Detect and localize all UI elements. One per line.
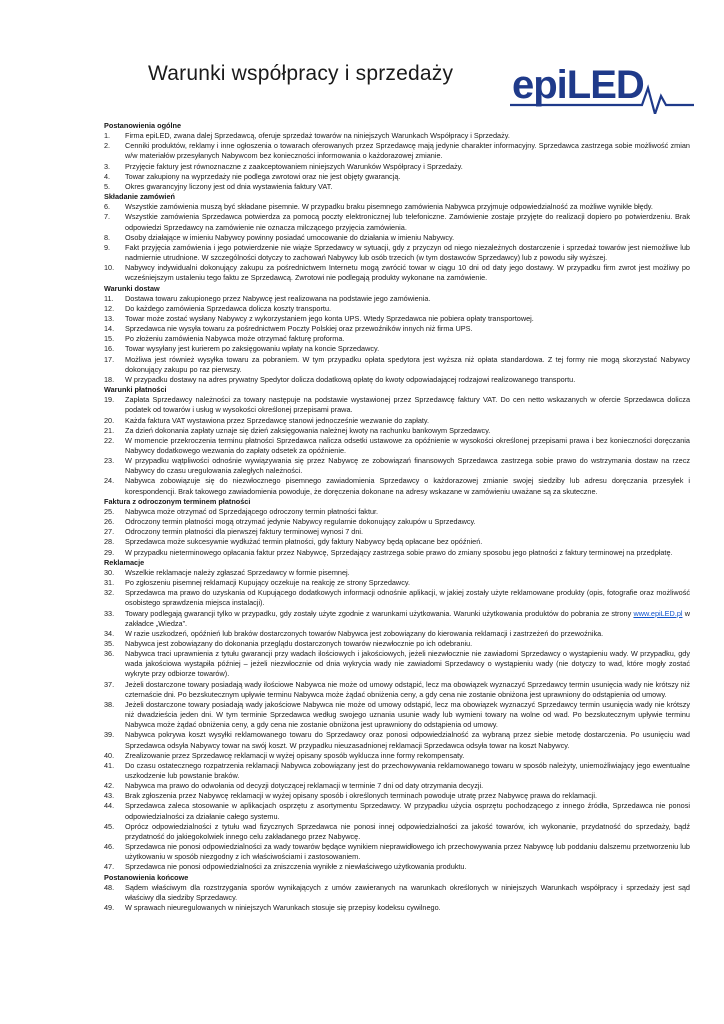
item-text: Firma epiLED, zwana dalej Sprzedawcą, oferuje sprzedaż towarów na niniejszych Warunkach Współpracy i Sprzedaży. [125, 131, 510, 141]
item-number: 8. [104, 232, 111, 242]
item-number: 3. [104, 161, 111, 171]
item-number: 21. [104, 425, 115, 435]
item-text: Sądem właściwym dla rozstrzygania sporów wynikających z umów zawieranych na warunkach określonych w niniejszych Warunkach współpracy i sprzedaży jest sąd właściwy dla siedziby Sprzedawcy. [125, 882, 690, 902]
item-text: Towar wysyłany jest kurierem po zaksięgowaniu wpłaty na koncie Sprzedawcy. [125, 344, 380, 354]
item-text: Nabywca może otrzymać od Sprzedającego odroczony termin płatności faktur. [125, 506, 379, 516]
item-text: Wszystkie zamówienia muszą być składane pisemnie. W przypadku braku pisemnego zamówienia Nabywca przyjmuje odpowiedzialność za możliwe wynikłe błędy. [125, 202, 653, 212]
list-item [104, 294, 690, 304]
item-text: Zrealizowanie przez Sprzedawcę reklamacji w wyżej opisany sposób wyklucza inne formy rekompensaty. [125, 750, 465, 760]
item-number: 18. [104, 374, 115, 384]
item-text: Przyjęcie faktury jest równoznaczne z zaakceptowaniem niniejszych Warunków Współpracy i Sprzedaży. [125, 161, 463, 171]
item-number: 24. [104, 476, 115, 486]
item-number: 38. [104, 699, 115, 709]
item-number: 28. [104, 537, 115, 547]
list-item [104, 233, 690, 243]
item-text: Osoby działające w imieniu Nabywcy powinny posiadać umocowanie do działania w imieniu Nabywcy. [125, 232, 455, 242]
list-item [104, 202, 690, 212]
section-list [104, 131, 690, 192]
item-text: Nabywca jest zobowiązany do dokonania przeglądu dostarczonych towarów niezwłocznie po ich odebraniu. [125, 638, 473, 648]
item-text: Za dzień dokonania zapłaty uznaje się dzień zaksięgowania należnej kwoty na rachunku bankowym Sprzedawcy. [125, 425, 491, 435]
epiled-logo [510, 58, 694, 114]
item-text: Zapłata Sprzedawcy należności za towary następuje na podstawie wystawionej przez Sprzedawcę faktury VAT. Do cen netto wskazanych w ofercie Sprzedawca dolicza podatek od towarów i usług w wysokości określonej przepisami prawa. [125, 395, 690, 415]
item-number: 43. [104, 791, 115, 801]
section-heading: Postanowienia końcowe [104, 872, 189, 882]
list-item [104, 862, 690, 872]
section-list [104, 294, 690, 385]
item-text: Towar zakupiony na wyprzedaży nie podlega zwrotowi oraz nie jest objęty gwarancją. [125, 171, 401, 181]
item-number: 26. [104, 517, 115, 527]
item-text: Jeżeli dostarczone towary posiadają wady ilościowe Nabywca nie może od umowy odstąpić, lecz ma obowiązek wyznaczyć Sprzedawcy termin usunięcia wady nie krótszy niż czternaście dni. Po bezskutecznym upływie terminu Nabywca może żądać obniżenia ceny, a gdy cena nie zostanie obniżona jest uprawniony do odstąpienia od umowy. [125, 679, 690, 699]
section-heading: Warunki płatności [104, 385, 167, 395]
item-number: 42. [104, 781, 115, 791]
section-list [104, 883, 690, 913]
item-number: 32. [104, 588, 115, 598]
list-item [104, 548, 690, 558]
list-item [104, 781, 690, 791]
item-text: Sprzedawca nie wysyła towaru za pośrednictwem Poczty Polskiej oraz przewoźników innych niż firma UPS. [125, 324, 473, 334]
list-item [104, 182, 690, 192]
list-item [104, 680, 690, 700]
item-number: 15. [104, 334, 115, 344]
list-item [104, 344, 690, 354]
item-text: Jeżeli dostarczone towary posiadają wady jakościowe Nabywca nie może od umowy odstąpić, lecz ma obowiązek wyznaczyć Sprzedawcy termin usunięcia wady nie krótszy niż dwadzieścia jeden dni. W tym terminie Sprzedawca według swojego uznania usunie wady lub wymieni towary na wolne od wad. Po bezskutecznym upływie terminu Nabywca może żądać obniżenia ceny, a gdy cena nie zostanie obniżona jest uprawniony do odstąpienia od umowy. [125, 699, 690, 730]
list-item [104, 212, 690, 232]
list-item [104, 324, 690, 334]
list-item [104, 314, 690, 324]
list-item [104, 395, 690, 415]
item-number: 37. [104, 679, 115, 689]
list-item [104, 476, 690, 496]
item-number: 5. [104, 181, 111, 191]
list-item [104, 700, 690, 730]
section-heading: Faktura z odroczonym terminem płatności [104, 496, 251, 506]
list-item [104, 527, 690, 537]
list-item [104, 903, 690, 913]
item-text: Odroczony termin płatności mogą otrzymać jedynie Nabywcy regularnie dokonujący zakupów u Sprzedawcy. [125, 517, 476, 527]
item-text: W momencie przekroczenia terminu płatności Sprzedawca nalicza odsetki ustawowe za opóźnienie w wysokości określonej przepisami prawa i bez konieczności doręczania Nabywcy dodatkowego wezwania do zapłaty odsetek za opóźnienie. [125, 435, 690, 455]
item-number: 14. [104, 324, 115, 334]
item-text: Sprzedawca ma prawo do uzyskania od Kupującego dodatkowych informacji odnośnie aplikacji, w jakiej zostały użyte reklamowane produkty (opis, fotografie oraz możliwość osobistego sprawdzenia miejsca instalacji). [125, 588, 690, 608]
item-number: 10. [104, 263, 115, 273]
list-item [104, 507, 690, 517]
section-heading: Postanowienia ogólne [104, 121, 182, 130]
list-item [104, 649, 690, 679]
list-item [104, 141, 690, 161]
list-item [104, 791, 690, 801]
item-text: Wszystkie zamówienia Sprzedawca potwierdza za pomocą poczty elektronicznej lub telefoniczne. Zamówienie zostaje przyjęte do realizacji dopiero po potwierdzeniu. Brak odpowiedzi Sprzedawcy na zamówienie nie oznacza milczącego przyjęcia zamówienia. [125, 212, 690, 232]
list-item [104, 761, 690, 781]
list-item [104, 375, 690, 385]
item-text: Możliwa jest również wysyłka towaru za pobraniem. W tym przypadku opłata spedytora jest wyższa niż opłata standardowa. Z tej formy nie mogą skorzystać Nabywcy dokonujący zakupu po raz pierwszy. [125, 354, 690, 374]
list-item [104, 416, 690, 426]
list-item [104, 172, 690, 182]
item-number: 12. [104, 303, 115, 313]
list-item [104, 243, 690, 263]
epiled-logo-graphic [510, 58, 694, 114]
item-text: Brak zgłoszenia przez Nabywcę reklamacji w wyżej opisany sposób i określonych terminach powoduje utratę przez Nabywcę prawa do reklamacji. [125, 791, 598, 801]
item-text-after-link: w zakładce „Wiedza”. [125, 608, 690, 628]
section-heading: Składanie zamówień [104, 192, 175, 202]
item-text: Sprzedawca zaleca stosowanie w aplikacjach osprzętu z asortymentu Sprzedawcy. W przypadku użycia osprzętu pochodzącego z innego źródła, Sprzedawca nie ponosi odpowiedzialności za działanie całego systemu. [125, 801, 690, 821]
item-number: 49. [104, 903, 115, 913]
item-number: 17. [104, 354, 115, 364]
section-list [104, 507, 690, 558]
item-number: 44. [104, 801, 115, 811]
page-title: Warunki współpracy i sprzedaży [148, 62, 454, 85]
item-text: Po zgłoszeniu pisemnej reklamacji Kupujący oczekuje na reakcję ze strony Sprzedawcy. [125, 578, 410, 588]
item-number: 25. [104, 506, 115, 516]
item-number: 31. [104, 578, 115, 588]
item-text: Nabywca pokrywa koszt wysyłki reklamowanego towaru do Sprzedawcy oraz ponosi odpowiedzialność za wybraną przez siebie metodę dostarczenia. Po usunięciu wad Sprzedawca odsyła Nabywcy towar na swój koszt. W przypadku nieuzasadnionej reklamacji Sprzedawca odsyła towar na koszt Nabywcy. [125, 730, 690, 750]
list-item [104, 751, 690, 761]
section-list [104, 395, 690, 497]
item-number: 23. [104, 456, 115, 466]
item-number: 20. [104, 415, 115, 425]
item-number: 29. [104, 547, 115, 557]
item-number: 36. [104, 649, 115, 659]
list-item [104, 456, 690, 476]
item-number: 9. [104, 242, 111, 252]
list-item [104, 517, 690, 527]
list-item [104, 822, 690, 842]
item-number: 11. [104, 293, 114, 303]
list-item [104, 263, 690, 283]
list-item [104, 436, 690, 456]
item-number: 33. [104, 608, 115, 618]
item-text: Sprzedawca nie ponosi odpowiedzialności za wady towarów będące wynikiem nieprawidłowego ich przechowywania przez Nabywcę lub poddaniu dalszemu przetworzeniu lub użytkowaniu w sposób niezgodny z ich właściwościami i zastosowaniem. [125, 842, 690, 862]
list-item [104, 355, 690, 375]
item-text: Do czasu ostatecznego rozpatrzenia reklamacji Nabywca zobowiązany jest do przechowywania reklamowanego towaru w sposób należyty, uniemożliwiający jego ewentualne uszkodzenie lub powstanie braków. [125, 760, 690, 780]
item-number: 47. [104, 862, 115, 872]
list-item [104, 883, 690, 903]
website-link[interactable]: www.epiLED.pl [633, 608, 683, 618]
list-item [104, 730, 690, 750]
item-number: 30. [104, 567, 115, 577]
item-text: Odroczony termin płatności dla pierwszej faktury terminowej wynosi 7 dni. [125, 527, 364, 537]
item-number: 4. [104, 171, 111, 181]
item-text: Oprócz odpowiedzialności z tytułu wad fizycznych Sprzedawca nie ponosi innej odpowiedzialności za jakość towarów, ich wykonanie, przydatność do sprzedaży, bądź przydatność do jakiegokolwiek innego celu zakładanego przez Nabywcę. [125, 821, 690, 841]
item-text: W razie uszkodzeń, opóźnień lub braków dostarczonych towarów Nabywca jest zobowiązany do kierowania reklamacji i zastrzeżeń do przewoźnika. [125, 628, 604, 638]
item-text: Wszelkie reklamacje należy zgłaszać Sprzedawcy w formie pisemnej. [125, 567, 350, 577]
item-text: Nabywca zobowiązuje się do niezwłocznego pisemnego zawiadomienia Sprzedawcy o każdorazowej zmianie swojej siedziby lub adresu doręczania przesyłek i korespondencji. Brak takowego zawiadomienia powoduje, że doręczenia dokonane na adresy wskazane w zamówieniu uważane są za skuteczne. [125, 476, 690, 496]
item-number: 35. [104, 638, 115, 648]
terms-content [104, 121, 690, 913]
item-text: Każda faktura VAT wystawiona przez Sprzedawcę stanowi jednocześnie wezwanie do zapłaty. [125, 415, 430, 425]
item-text: Cenniki produktów, reklamy i inne ogłoszenia o towarach oferowanych przez Sprzedawcę mają jedynie charakter informacyjny. Sprzedawca zastrzega sobie możliwość zmian w/w materiałów przesyłanych Nabywcom bez konieczności informowania o każdorazowej zmianie. [125, 141, 690, 161]
item-text: Towary podlegają gwarancji tylko w przypadku, gdy zostały użyte zgodnie z warunkami użytkowania. Warunki użytkowania produktów do pobrania ze strony [125, 608, 632, 618]
list-item [104, 131, 690, 141]
list-item [104, 162, 690, 172]
item-text: Nabywcy indywidualni dokonujący zakupu za pośrednictwem Internetu mogą zwrócić towar w ciągu 10 dni od daty jego dostawy. W przypadku firm zwrot jest możliwy po wcześniejszym ustaleniu tego faktu ze Sprzedawcą. Zwrotowi nie podlegają produkty wykonane na zamówienie. [125, 263, 690, 283]
item-number: 39. [104, 730, 115, 740]
item-number: 6. [104, 202, 111, 212]
item-number: 2. [104, 141, 111, 151]
item-text: W sprawach nieuregulowanych w niniejszych Warunkach stosuje się przepisy kodeksu cywilnego. [125, 903, 441, 913]
list-item [104, 537, 690, 547]
list-item [104, 609, 690, 629]
item-number: 16. [104, 344, 115, 354]
list-item [104, 842, 690, 862]
item-number: 19. [104, 395, 115, 405]
list-item [104, 629, 690, 639]
list-item [104, 801, 690, 821]
list-item [104, 578, 690, 588]
list-item [104, 639, 690, 649]
item-number: 45. [104, 821, 115, 831]
item-text: Sprzedawca nie ponosi odpowiedzialności za zniszczenia wynikłe z niewłaściwego użytkowania produktu. [125, 862, 467, 872]
item-number: 40. [104, 750, 115, 760]
item-number: 41. [104, 760, 115, 770]
item-text: W przypadku wątpliwości odnośnie wywiązywania się przez Nabywcę ze zobowiązań finansowych Sprzedawca zastrzega sobie prawo do wstrzymania dostaw na rzecz Nabywcy do czasu uregulowania zaległych należności. [125, 456, 690, 476]
item-text: Dostawa towaru zakupionego przez Nabywcę jest realizowana na podstawie jego zamówienia. [125, 293, 431, 303]
list-item [104, 588, 690, 608]
item-number: 13. [104, 313, 115, 323]
section-heading: Warunki dostaw [104, 283, 160, 293]
item-number: 34. [104, 628, 115, 638]
item-text: Nabywca traci uprawnienia z tytułu gwarancji przy wadach ilościowych i jakościowych, jeżeli niezwłocznie nie zawiadomi Sprzedawcy o wystąpieniu wady. W przypadku, gdy wada jakościowa wystąpiła później – jeżeli niezwłocznie od dnia wykrycia wady nie zawiadomi Sprzedawcy o wystąpieniu wady (nie dotyczy to wad, które mogły zostać wykryte przy odbiorze towarów). [125, 649, 690, 679]
item-number: 1. [104, 131, 111, 141]
item-number: 22. [104, 435, 115, 445]
item-text: Nabywca ma prawo do odwołania od decyzji dotyczącej reklamacji w terminie 7 dni od daty otrzymania decyzji. [125, 781, 484, 791]
section-list [104, 202, 690, 283]
item-number: 46. [104, 842, 115, 852]
item-text: Po złożeniu zamówienia Nabywca może otrzymać fakturę proforma. [125, 334, 345, 344]
list-item [104, 304, 690, 314]
section-list [104, 568, 690, 873]
item-text: W przypadku dostawy na adres prywatny Spedytor dolicza dodatkową opłatę do kwoty odpowiadającej rodzajowi realizowanego transportu. [125, 374, 576, 384]
item-text: Fakt przyjęcia zamówienia i jego potwierdzenie nie wiąże Sprzedawcy w sytuacji, gdy z przyczyn od niego niezależnych dostarczenie i sprzedaż towarów jest niemożliwe lub nadmiernie utrudnione. W szczególności dotyczy to zachowań Nabywcy lub osób trzecich (w tym dostawców Sprzedawcy) lub z powodu siły wyższej. [125, 242, 690, 263]
list-item [104, 568, 690, 578]
list-item [104, 334, 690, 344]
list-item [104, 426, 690, 436]
item-text: Do każdego zamówienia Sprzedawca dolicza koszty transportu. [125, 303, 332, 313]
item-number: 7. [104, 212, 111, 222]
item-number: 48. [104, 882, 115, 892]
item-text: W przypadku nieterminowego opłacania faktur przez Nabywcę, Sprzedający zastrzega sobie prawo do zmiany sposobu jego płatności z faktury terminowej na przedpłatę. [125, 547, 673, 557]
section-heading: Reklamacje [104, 557, 145, 567]
logo-wordmark: epiLED [512, 63, 644, 107]
item-number: 27. [104, 527, 115, 537]
item-text: Towar może zostać wysłany Nabywcy z wykorzystaniem jego konta UPS. Wtedy Sprzedawca nie pobiera opłaty transportowej. [125, 313, 534, 323]
item-text: Okres gwarancyjny liczony jest od dnia wystawienia faktury VAT. [125, 181, 333, 191]
item-text: Sprzedawca może sukcesywnie wydłużać termin płatności, gdy faktury Nabywcy będą opłacane bez opóźnień. [125, 537, 483, 547]
